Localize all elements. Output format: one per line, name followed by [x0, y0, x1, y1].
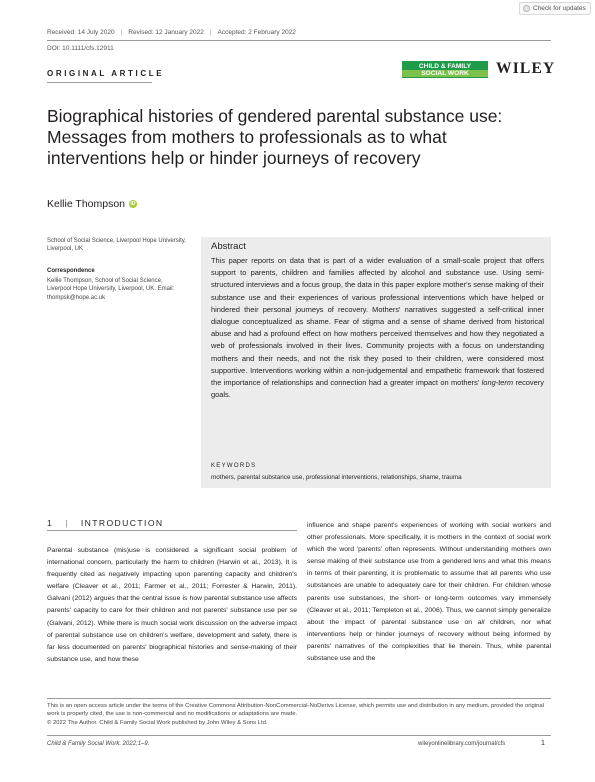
- check-for-updates-label: Check for updates: [533, 5, 586, 12]
- journal-logo: [402, 61, 488, 78]
- publisher-logo: WILEY: [496, 60, 556, 77]
- abstract-heading: Abstract: [211, 241, 246, 252]
- updates-icon: [523, 5, 530, 12]
- footer-divider: [47, 735, 551, 736]
- author-line: [47, 198, 137, 210]
- license-footnote: [47, 702, 551, 727]
- article-dates: [47, 29, 296, 36]
- correspondence-heading: Correspondence: [47, 268, 95, 274]
- journal-logo-line2: SOCIAL WORK: [402, 70, 488, 77]
- body-column-right: [307, 520, 551, 665]
- orcid-icon[interactable]: iD: [130, 201, 136, 207]
- doi-link[interactable]: DOI: 10.1111/cfs.12911: [47, 45, 114, 52]
- author-affiliation: School of Social Science, Liverpool Hope University, Liverpool, UK: [47, 238, 186, 253]
- date-separator: |: [120, 29, 123, 36]
- section-title: INTRODUCTION: [80, 518, 164, 528]
- check-for-updates-button[interactable]: [519, 2, 591, 15]
- journal-url-link[interactable]: wileyonlinelibrary.com/journal/cfs: [418, 741, 506, 747]
- abstract-text-part1: This paper reports on data that is part of a wider evaluation of a small-scale project that offers support to parents, children and families affected by alcohol and substance use. Using semi-structured interviews and a focus group, the data in this paper explore mother's sense making of their substance use and their experiences of various professional interventions which have helped or hindered their personal journeys of recovery. Mothers' narratives suggested a self-critical inner dialogue conceptualized as shame. Fear of stigma and a sense of shame derived from historical abuse and had a profound effect on how mothers perceived themselves and how they negotiated a web of professionals involved in their lives. Community projects with a focus on understanding mothers and their needs, and not the risk they posed to their children, were considered most supportive. Interventions working within a non-judgemental and empathetic framework that fostered the importance of relationships and connection had a greater impact on mothers': [211, 256, 544, 388]
- section-heading: [47, 518, 164, 528]
- copyright-text: © 2022 The Author. Child & Family Social Work published by John Wiley & Sons Ltd.: [47, 719, 268, 726]
- article-type-underline: [47, 82, 152, 83]
- section-underline: [47, 530, 297, 531]
- article-type: ORIGINAL ARTICLE: [47, 69, 165, 78]
- abstract-text-part2: recovery goals.: [211, 378, 544, 400]
- correspondence-text: Kellie Thompson, School of Social Science, Liverpool Hope University, Liverpool, UK. Email: thompsk@hope.ac.uk: [47, 278, 175, 301]
- keywords-list: mothers, parental substance use, professional interventions, relationships, shame, trauma: [211, 474, 462, 481]
- license-text: This is an open access article under the terms of the Creative Commons Attribution-NonCommercial-NoDerivs License, which permits use and distribution in any medium, provided the original work is properly cited, the use is non-commercial and no modifications or adaptations are made.: [47, 703, 544, 718]
- footnote-divider: [47, 698, 551, 699]
- journal-citation: Child & Family Social Work. 2022;1–9.: [47, 741, 150, 747]
- keywords-heading: KEYWORDS: [211, 463, 257, 469]
- body-column-right-part2: children, nor what interventions help or hinder journeys of recovery without being informed by parents' narratives of the complexities that lie therein. Thus, while parental substance use and the: [307, 618, 551, 663]
- abstract-text-emphasis: long-term: [481, 378, 514, 388]
- body-column-right-part1: influence and shape parent's experiences of working with social workers and other professionals. More specifically, it is mothers in the context of social work which the word 'parents' often represents. Without understanding mothers own sense making of their substance use from a gendered lens and what this means in terms of their parenting, it is problematic to assume that all parents who use substances are unable to adequately care for their children. For children whose parents use substances, the short- or long-term outcomes vary immensely (Cleaver et al., 2011; Templeton et al., 2006). Thus, we cannot simply generalize about the impact of parental substance use on: [307, 522, 551, 626]
- abstract-text: [211, 255, 544, 401]
- article-title: Biographical histories of gendered parental substance use: Messages from mothers to professionals as to what interventions help or hinder journeys of recovery: [47, 106, 503, 168]
- received-date: Received: 14 July 2020: [47, 29, 115, 36]
- author-name: Kellie Thompson: [47, 198, 126, 210]
- body-column-left: Parental substance (mis)use is considered a significant social problem of international concern, particularly the harm to children (Harwin et al., 2013). It is frequently cited as negatively impacting upon parenting capacity and children's welfare (Cleaver et al., 2011; Farmer et al., 2011; Forrester & Harwin, 2011). Galvani (2012) argues that the central issue is how parental substance use affects parents' capacity to care for their children and not parents' substance use per se (Galvani, 2012). While there is much social work discussion on the adverse impact of parental substance use on children's welfare, development and safety, there is far less documented on parents' biographical histories and sense-making of their substance use, and how these: [47, 547, 297, 663]
- body-column-right-emphasis: all: [477, 618, 485, 626]
- accepted-date: Accepted: 2 February 2022: [217, 29, 296, 36]
- section-divider: |: [65, 518, 69, 528]
- date-separator: |: [209, 29, 212, 36]
- section-number: 1: [47, 518, 54, 528]
- revised-date: Revised: 12 January 2022: [128, 29, 204, 36]
- journal-logo-line1: CHILD & FAMILY: [418, 62, 472, 70]
- header-divider: [47, 40, 551, 41]
- page-number: 1: [541, 740, 545, 747]
